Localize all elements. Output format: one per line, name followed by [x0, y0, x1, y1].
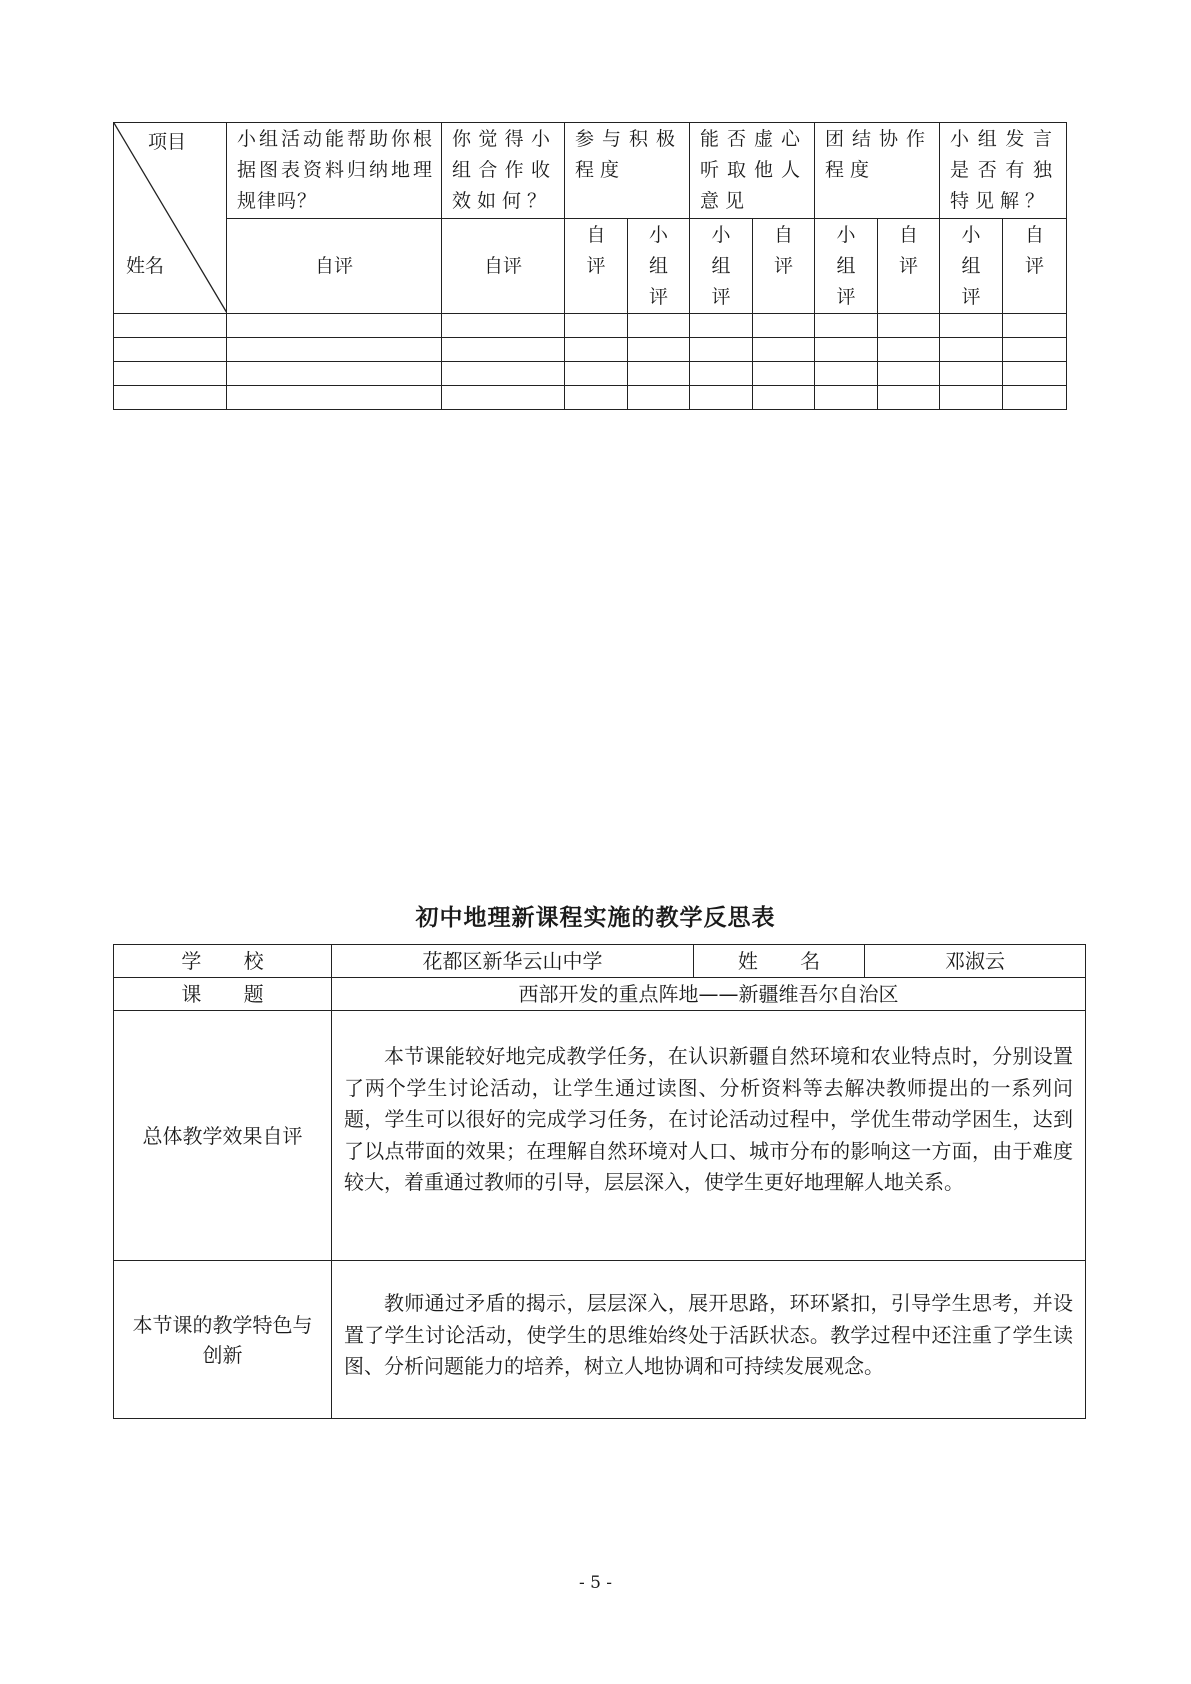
corner-label-name: 姓名 — [126, 255, 165, 277]
table-row — [114, 362, 1067, 386]
sub-header-self: 自评 — [1025, 224, 1045, 277]
sub-header-self: 自评 — [586, 224, 606, 277]
overall-evaluation-label: 总体教学效果自评 — [114, 1011, 332, 1261]
header-teamwork: 团结协作程度 — [815, 123, 940, 219]
diagonal-header-cell — [114, 123, 227, 314]
overall-evaluation-text: 本节课能较好地完成教学任务，在认识新疆自然环境和农业特点时，分别设置了两个学生讨论活动，让学生通过读图、分析资料等去解决教师提出的一系列问题，学生可以很好的完成学习任务，在讨论活动过程中，学优生带动学困生，达到了以点带面的效果；在理解自然环境对人口、城市分布的影响这一方面，由于难度较大，着重通过教师的引导，层层深入，使学生更好地理解人地关系。 — [344, 1044, 1073, 1194]
table-row — [114, 386, 1067, 410]
table-row — [114, 338, 1067, 362]
sub-header-group: 小组评 — [961, 224, 981, 308]
features-label: 本节课的教学特色与创新 — [114, 1261, 332, 1419]
sub-header-group: 小组评 — [836, 224, 856, 308]
features-text: 教师通过矛盾的揭示，层层深入，展开思路，环环紧扣，引导学生思考，并设置了学生讨论活动，使学生的思维始终处于活跃状态。教学过程中还注重了学生读图、分析问题能力的培养，树立人地协调和可持续发展观念。 — [344, 1291, 1073, 1378]
evaluation-table — [113, 122, 1067, 410]
topic-label: 课 题 — [114, 978, 332, 1011]
school-value: 花都区新华云山中学 — [332, 945, 694, 978]
sub-header-self: 自评 — [899, 224, 919, 277]
header-participation: 参与积极程度 — [565, 123, 690, 219]
sub-header-group: 小组评 — [711, 224, 731, 308]
topic-value: 西部开发的重点阵地——新疆维吾尔自治区 — [332, 978, 1086, 1011]
header-listen-others: 能否虚心听取他人意见 — [690, 123, 815, 219]
sub-header-self: 自评 — [774, 224, 794, 277]
header-summarize-rules: 小组活动能帮助你根据图表资料归纳地理规律吗？ — [227, 123, 442, 219]
header-unique-views: 小组发言是否有独特见解？ — [940, 123, 1067, 219]
sub-header-self: 自评 — [227, 219, 442, 314]
table-row — [114, 314, 1067, 338]
name-label: 姓 名 — [694, 945, 865, 978]
reflection-table — [113, 944, 1086, 1419]
school-label: 学 校 — [114, 945, 332, 978]
reflection-table-title: 初中地理新课程实施的教学反思表 — [415, 905, 776, 931]
header-cooperation-effect: 你觉得小组合作收效如何？ — [442, 123, 565, 219]
page-number: - 5 - — [578, 1573, 613, 1593]
sub-header-group: 小组评 — [649, 224, 669, 308]
sub-header-self: 自评 — [442, 219, 565, 314]
corner-label-item: 项目 — [148, 131, 187, 153]
name-value: 邓淑云 — [865, 945, 1086, 978]
